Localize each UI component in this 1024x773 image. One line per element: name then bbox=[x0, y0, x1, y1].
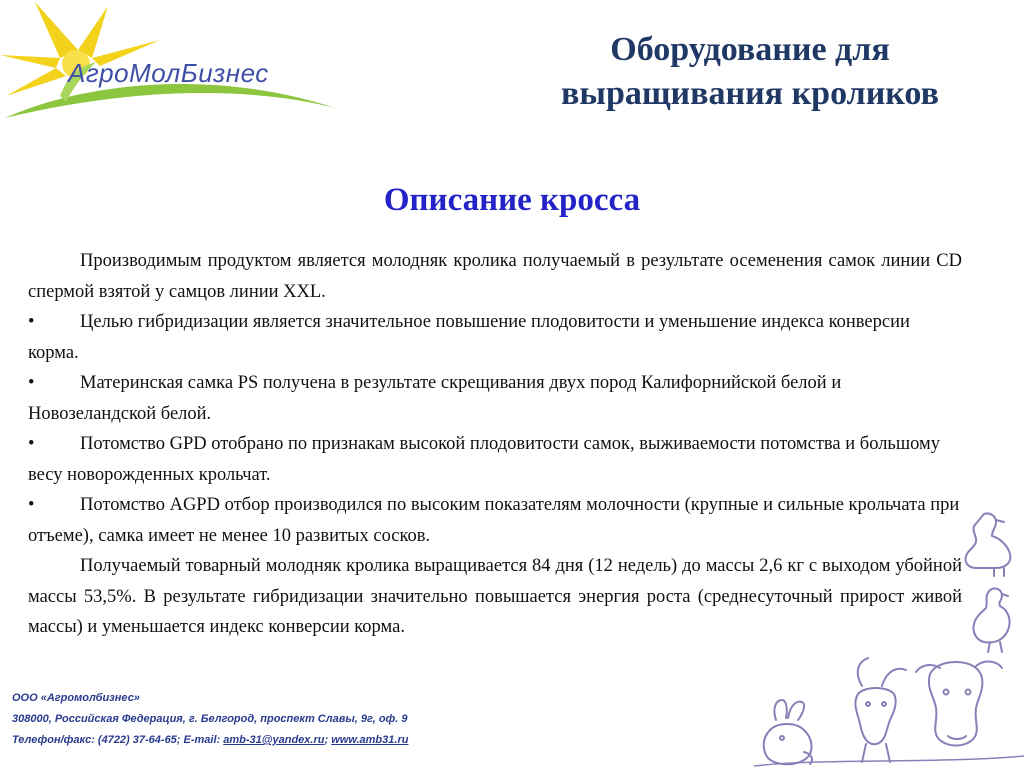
bullet-item bbox=[28, 368, 962, 429]
email-link[interactable]: amb-31@yandex.ru bbox=[223, 734, 325, 746]
cow-icon bbox=[916, 662, 1002, 746]
footer-phone-line bbox=[12, 730, 408, 751]
footer-separator: ; bbox=[324, 734, 332, 746]
bullet-mark: • bbox=[28, 495, 35, 515]
company-logo bbox=[0, 0, 340, 125]
footer-contacts bbox=[12, 688, 408, 751]
bullet-mark: • bbox=[28, 434, 35, 454]
footer-phone: Телефон/факс: (4722) 37-64-65; E-mail: bbox=[12, 734, 224, 746]
section-title: Описание кросса bbox=[383, 182, 641, 218]
website-link[interactable]: www.amb31.ru bbox=[331, 734, 409, 746]
logo-brand-text: АгроМолБизнес bbox=[68, 58, 269, 88]
bullet-text: Целью гибридизации является значительное повышение плодовитости и уменьшение индекса конверсии корма. bbox=[28, 312, 910, 363]
bullet-text: Материнская самка PS получена в результате скрещивания двух пород Калифорнийской белой и Новозеландской белой. bbox=[28, 373, 842, 424]
goat-icon bbox=[855, 658, 906, 762]
intro-paragraph: Производимым продуктом является молодняк кролика получаемый в результате осеменения самок линии CD спермой взятой у самцов линии XXL. bbox=[28, 251, 962, 302]
closing-paragraph: Получаемый товарный молодняк кролика выращивается 84 дня (12 недель) до массы 2,6 кг с выходом убойной массы 53,5%. В результате гибридизации значительно повышается энергия роста (среднесуточный прирост живой массы) и уменьшается индекс конверсии корма. bbox=[28, 556, 962, 637]
bullet-mark: • bbox=[28, 312, 35, 332]
footer-company: ООО «Агромолбизнес» bbox=[12, 692, 140, 704]
slide-title-line-2: выращивания кроликов bbox=[561, 75, 939, 112]
duck-icon bbox=[965, 513, 1010, 576]
bullet-text: Потомство GPD отобрано по признакам высокой плодовитости самок, выживаемости потомства и большому весу новорожденных крольчат. bbox=[28, 434, 940, 485]
bullet-item bbox=[28, 429, 962, 490]
footer-address: 308000, Российская Федерация, г. Белгород, проспект Славы, 9г, оф. 9 bbox=[12, 713, 408, 725]
slide-title-line-1: Оборудование для bbox=[610, 31, 890, 68]
slide-title bbox=[500, 28, 1000, 116]
bullet-text: Потомство AGPD отбор производился по высоким показателям молочности (крупные и сильные крольчата при отъеме), самка имеет не менее 10 развитых сосков. bbox=[28, 495, 960, 546]
farm-animals-decoration bbox=[754, 508, 1024, 768]
rabbit-icon bbox=[764, 700, 812, 764]
bullet-mark: • bbox=[28, 373, 35, 393]
chicken-icon bbox=[973, 588, 1009, 652]
bullet-item bbox=[28, 307, 962, 368]
